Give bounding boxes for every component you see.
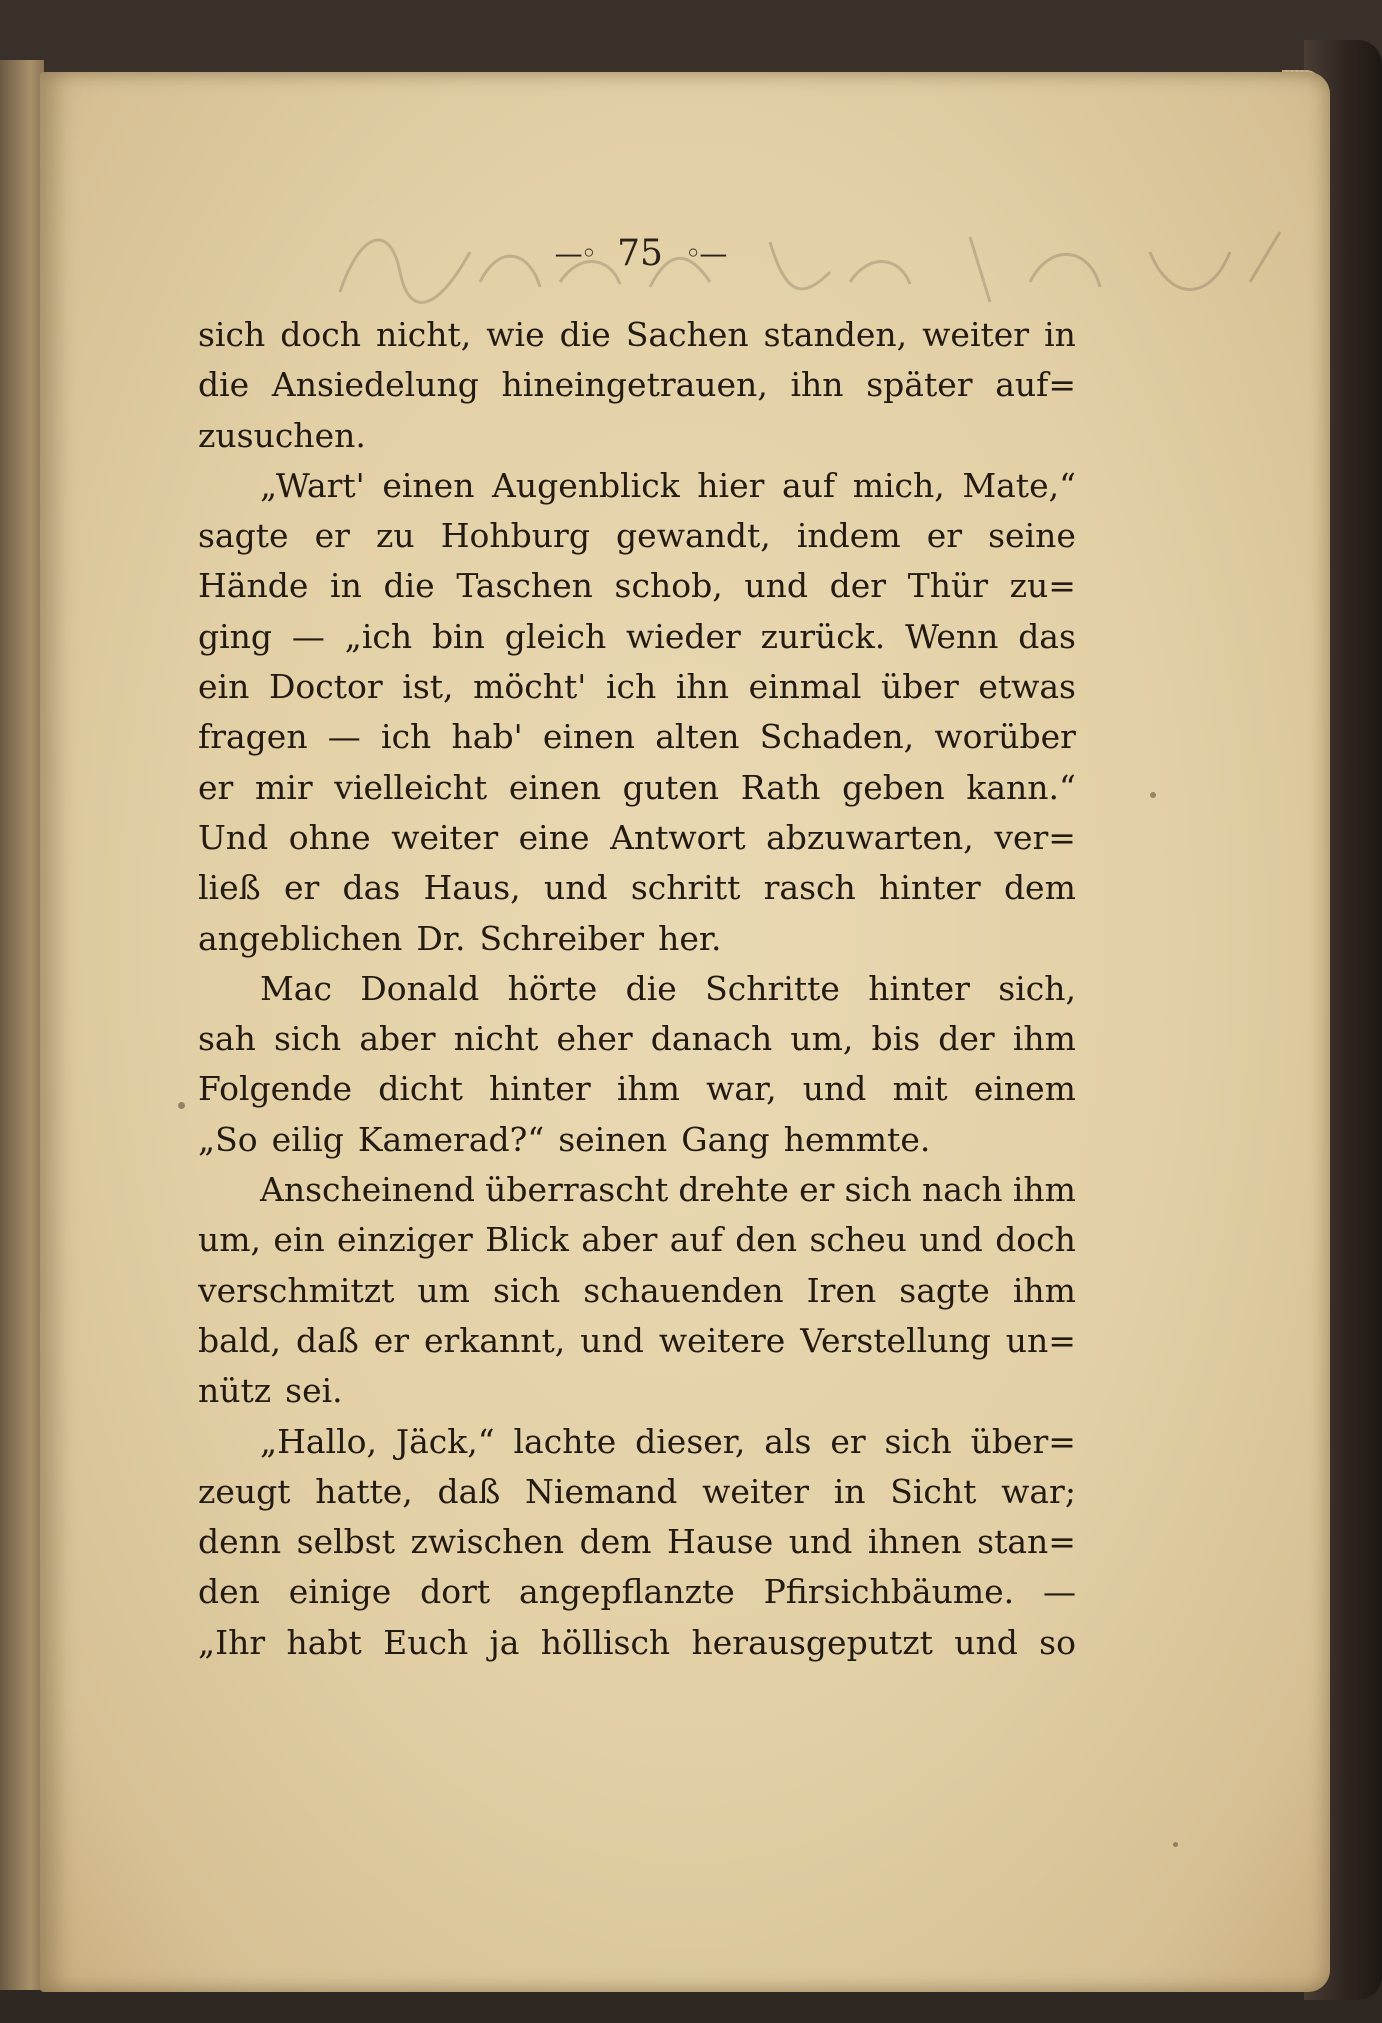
page-number-ornament-right: ◦—: [684, 236, 726, 270]
word: schritt: [630, 868, 741, 908]
text-line: [198, 1316, 1076, 1366]
word: gewandt,: [616, 516, 771, 556]
word: einmal: [748, 667, 862, 707]
text-line: [198, 763, 1076, 813]
word: Gang: [681, 1119, 770, 1159]
word: höllisch: [540, 1622, 671, 1662]
word: als: [764, 1421, 812, 1461]
word: schauenden: [583, 1270, 784, 1310]
word: „Wart': [260, 465, 365, 505]
word: sich: [493, 1270, 561, 1310]
word: Doctor: [268, 667, 383, 707]
word: seine: [988, 516, 1076, 556]
word: „Ihr: [198, 1622, 266, 1662]
word: Wenn: [905, 616, 999, 656]
word: und: [744, 566, 808, 606]
word: er: [830, 1421, 866, 1461]
word: Pfirsichbäume.: [763, 1572, 1015, 1612]
word: auf=: [995, 365, 1076, 405]
word: weiter: [702, 1471, 809, 1511]
word: Sachen: [625, 315, 749, 354]
text-line: [198, 511, 1076, 561]
word: „ich: [344, 616, 413, 656]
word: hinter: [879, 868, 981, 908]
word: nach: [921, 1170, 1003, 1210]
word: aber: [359, 1019, 436, 1059]
word: selbst: [296, 1522, 395, 1562]
word: herausgeputzt: [691, 1622, 933, 1662]
word: daß: [437, 1471, 501, 1511]
word: ihn: [790, 365, 844, 405]
word: Iren: [806, 1270, 877, 1310]
word: in: [1044, 315, 1076, 354]
word: ihm: [1012, 1019, 1076, 1059]
text-line: [198, 964, 1076, 1014]
text-line: [198, 863, 1076, 913]
word: angepflanzte: [518, 1572, 735, 1612]
word: die: [625, 968, 677, 1008]
text-line: [198, 1165, 1076, 1215]
word: möcht': [473, 667, 587, 707]
paper-speck: [178, 1102, 185, 1109]
word: eine: [518, 817, 590, 857]
word: ich: [381, 717, 432, 757]
body-text: [198, 310, 1076, 1668]
word: ihm: [1012, 1170, 1076, 1210]
word: Und: [198, 817, 269, 857]
word: der: [938, 1019, 995, 1059]
word: doch: [280, 315, 361, 354]
word: das: [1018, 616, 1076, 656]
text-line: [198, 1417, 1076, 1467]
word: zu=: [1009, 566, 1076, 606]
word: einen: [508, 767, 601, 807]
word: Blick: [485, 1220, 569, 1260]
text-line: [198, 1467, 1076, 1517]
word: hineingetrauen,: [501, 365, 768, 405]
word: verschmitzt: [198, 1270, 395, 1310]
text-line: [198, 1366, 1076, 1416]
page-number-value: 75: [617, 232, 663, 274]
word: sagte: [198, 516, 289, 556]
word: hemmte.: [783, 1119, 931, 1159]
word: sich: [198, 315, 266, 354]
word: hörte: [507, 968, 598, 1008]
word: er: [314, 516, 350, 556]
word: sah: [198, 1019, 256, 1059]
word: den: [735, 1220, 798, 1260]
text-line: [198, 1014, 1076, 1064]
word: Thür: [907, 566, 988, 606]
word: und: [954, 1622, 1018, 1662]
text-line: [198, 1215, 1076, 1265]
word: war;: [1001, 1471, 1076, 1511]
word: etwas: [978, 667, 1076, 707]
word: Kamerad?“: [357, 1119, 545, 1159]
word: geben: [842, 767, 945, 807]
word: „So: [198, 1119, 258, 1159]
word: weitere: [658, 1320, 786, 1360]
word: Augenblick: [492, 465, 680, 505]
word: sei.: [285, 1371, 343, 1411]
word: stan=: [977, 1522, 1076, 1562]
word: einen: [542, 717, 635, 757]
word: Jäck,“: [395, 1421, 495, 1461]
word: angeblichen: [198, 918, 403, 958]
word: habt: [286, 1622, 362, 1662]
word: Niemand: [525, 1471, 678, 1511]
word: den: [198, 1572, 260, 1612]
text-line: [198, 1266, 1076, 1316]
word: ein: [198, 667, 250, 707]
word: zusuchen.: [198, 415, 366, 455]
word: in: [330, 566, 362, 606]
word: wieder: [626, 616, 741, 656]
word: die: [383, 566, 435, 606]
word: weiter: [391, 817, 499, 857]
paper-speck: [1150, 792, 1156, 798]
word: ihnen: [867, 1522, 962, 1562]
text-line: [198, 360, 1076, 410]
word: um,: [790, 1019, 854, 1059]
word: kann.“: [966, 767, 1076, 807]
word: Rath: [740, 767, 821, 807]
text-line: [198, 1064, 1076, 1114]
word: wie: [486, 315, 545, 354]
word: weiter: [922, 315, 1030, 354]
word: und: [919, 1220, 983, 1260]
word: Dr.: [416, 918, 466, 958]
word: lachte: [513, 1421, 617, 1461]
page-number: [520, 228, 760, 278]
word: bis: [871, 1019, 921, 1059]
word: er: [799, 1170, 835, 1210]
word: ihm: [1012, 1270, 1076, 1310]
word: bald,: [198, 1320, 281, 1360]
word: scheu: [809, 1220, 907, 1260]
word: Mac: [260, 968, 332, 1008]
word: über=: [970, 1421, 1076, 1461]
word: —: [1042, 1572, 1076, 1612]
word: Mate,“: [962, 465, 1076, 505]
word: un=: [1005, 1320, 1076, 1360]
text-line: [198, 561, 1076, 611]
word: Donald: [360, 968, 480, 1008]
word: daß: [295, 1320, 359, 1360]
word: standen,: [763, 315, 908, 354]
word: auf: [781, 465, 836, 505]
paper-speck: [1173, 1842, 1178, 1847]
word: gleich: [504, 616, 607, 656]
word: —: [291, 616, 325, 656]
word: dieser,: [635, 1421, 746, 1461]
word: dem: [1003, 868, 1076, 908]
word: war,: [706, 1069, 777, 1109]
word: Taschen: [456, 566, 593, 606]
word: Haus,: [423, 868, 521, 908]
word: sich: [884, 1421, 952, 1461]
word: und: [788, 1522, 853, 1562]
word: ist,: [402, 667, 454, 707]
word: alten: [655, 717, 740, 757]
word: und: [580, 1320, 644, 1360]
word: ein: [273, 1220, 325, 1260]
text-line: [198, 1618, 1076, 1668]
word: sich,: [998, 968, 1076, 1008]
word: das: [342, 868, 401, 908]
word: hinter: [489, 1069, 591, 1109]
word: er: [926, 516, 963, 556]
word: danach: [650, 1019, 773, 1059]
word: dem: [579, 1522, 652, 1562]
word: her.: [658, 918, 722, 958]
word: ich: [605, 667, 657, 707]
word: einen: [382, 465, 475, 505]
text-line: [198, 612, 1076, 662]
word: worüber: [934, 717, 1076, 757]
word: hier: [697, 465, 765, 505]
word: vielleicht: [334, 767, 488, 807]
word: denn: [198, 1522, 282, 1562]
word: Schritte: [705, 968, 840, 1008]
previous-page-sliver: [0, 60, 44, 1990]
word: sagte: [899, 1270, 990, 1310]
word: er: [373, 1320, 410, 1360]
word: „Hallo,: [260, 1421, 378, 1461]
text-line: [198, 1567, 1076, 1617]
word: um,: [198, 1220, 262, 1260]
word: dort: [420, 1572, 491, 1612]
word: Schreiber: [479, 918, 645, 958]
word: und: [802, 1069, 867, 1109]
text-line: [198, 461, 1076, 511]
word: drehte: [678, 1170, 789, 1210]
word: und: [543, 868, 608, 908]
word: eher: [556, 1019, 633, 1059]
word: er: [283, 868, 320, 908]
word: die: [559, 315, 611, 354]
word: sich: [844, 1170, 912, 1210]
word: um: [417, 1270, 470, 1310]
word: ihn: [675, 667, 729, 707]
word: ohne: [288, 817, 371, 857]
text-line: [198, 712, 1076, 762]
word: erkannt,: [424, 1320, 566, 1360]
word: rasch: [763, 868, 856, 908]
text-line: [198, 411, 1076, 461]
text-line: [198, 310, 1076, 360]
handwritten-signature: [330, 212, 1290, 322]
word: mit: [892, 1069, 948, 1109]
word: hatte,: [315, 1471, 413, 1511]
word: Ansiedelung: [271, 365, 479, 405]
text-line: [198, 662, 1076, 712]
word: Hände: [198, 566, 309, 606]
word: auf: [669, 1220, 723, 1260]
word: —: [327, 717, 361, 757]
word: einige: [288, 1572, 392, 1612]
word: ja: [489, 1622, 520, 1662]
word: Anscheinend: [260, 1170, 475, 1210]
word: fragen: [198, 717, 308, 757]
word: so: [1039, 1622, 1076, 1662]
word: die: [198, 365, 250, 405]
page-number-ornament-left: —◦: [554, 236, 596, 270]
word: mich,: [852, 465, 945, 505]
word: seinen: [558, 1119, 668, 1159]
word: hinter: [868, 968, 970, 1008]
word: indem: [796, 516, 901, 556]
word: in: [833, 1471, 866, 1511]
text-line: [198, 813, 1076, 863]
word: nütz: [198, 1371, 272, 1411]
word: ging: [198, 616, 273, 656]
word: abzuwarten,: [766, 817, 974, 857]
text-line: [198, 1517, 1076, 1567]
word: er: [198, 767, 234, 807]
word: guten: [622, 767, 720, 807]
word: eilig: [271, 1119, 344, 1159]
text-line: [198, 1115, 1076, 1165]
word: nicht: [453, 1019, 539, 1059]
word: zeugt: [198, 1471, 291, 1511]
word: später: [866, 365, 973, 405]
word: sich: [274, 1019, 342, 1059]
word: Euch: [383, 1622, 469, 1662]
text-line: [198, 914, 1076, 964]
word: nicht,: [375, 315, 472, 354]
word: Antwort: [610, 817, 746, 857]
word: hab': [451, 717, 523, 757]
word: ihm: [616, 1069, 680, 1109]
word: Sicht: [890, 1471, 977, 1511]
word: Hohburg: [440, 516, 590, 556]
word: mir: [254, 767, 313, 807]
word: ver=: [994, 817, 1076, 857]
word: einem: [973, 1069, 1076, 1109]
word: überrascht: [485, 1170, 669, 1210]
word: Schaden,: [759, 717, 915, 757]
word: Hause: [667, 1522, 774, 1562]
word: ließ: [198, 868, 261, 908]
word: doch: [995, 1220, 1076, 1260]
word: dicht: [378, 1069, 463, 1109]
word: der: [829, 566, 887, 606]
word: Verstellung: [800, 1320, 991, 1360]
word: zurück.: [760, 616, 886, 656]
word: über: [881, 667, 959, 707]
word: einziger: [337, 1220, 473, 1260]
word: aber: [581, 1220, 658, 1260]
word: bin: [431, 616, 485, 656]
word: Folgende: [198, 1069, 353, 1109]
word: zu: [376, 516, 415, 556]
word: schob,: [614, 566, 723, 606]
word: zwischen: [410, 1522, 565, 1562]
